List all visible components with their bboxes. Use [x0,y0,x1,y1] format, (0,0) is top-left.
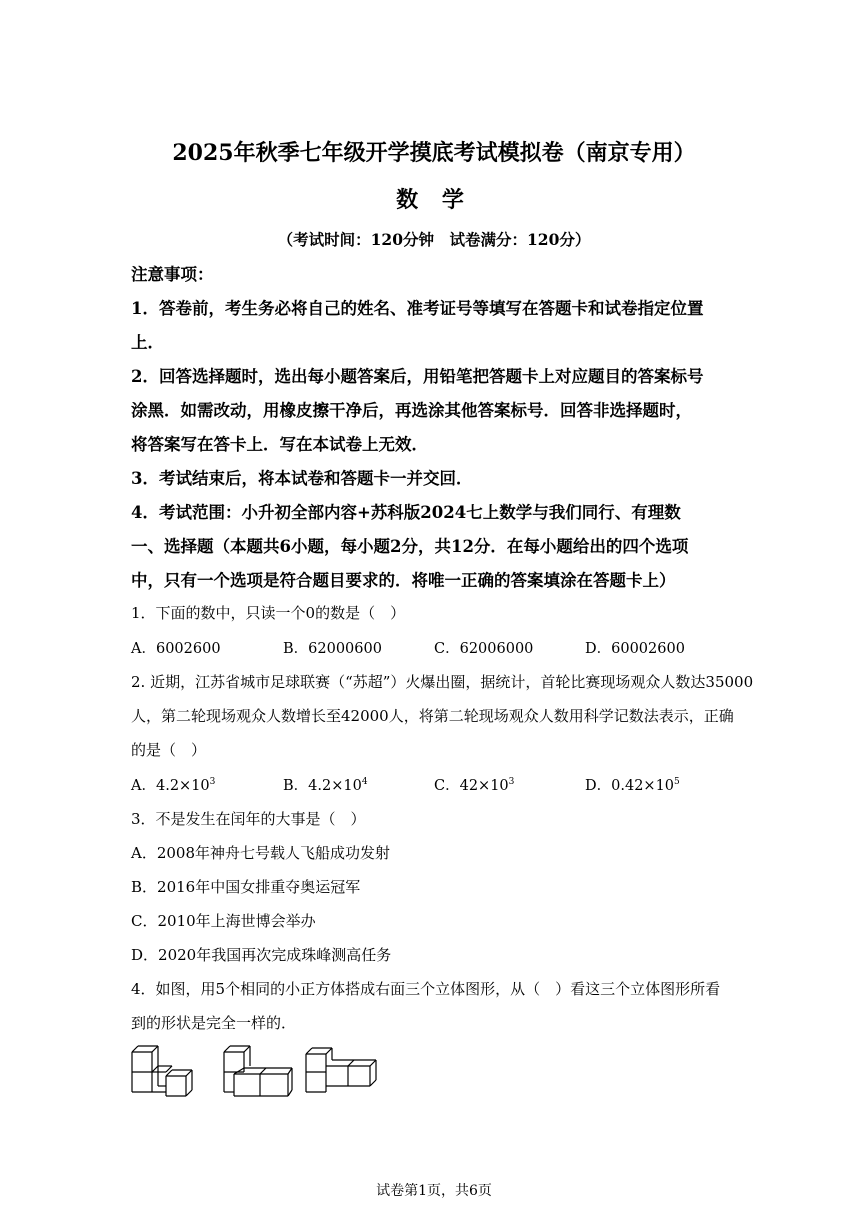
exam-info: （考试时间：120分钟 试卷满分：120分） [277,230,591,249]
cube-figure-2 [220,1040,300,1100]
section-heading-line-2: 中，只有一个选项是符合题目要求的．将唯一正确的答案填涂在答题卡上） [131,571,676,590]
q2-option-d: D．$0.42\times 10^5$ [585,777,680,794]
page-footer: 试卷第1页，共6页 [376,1183,492,1199]
notice-item-2-line-1: 2．回答选择题时，选出每小题答案后，用铅笔把答题卡上对应题目的答案标号 [131,367,704,386]
q1-option-d: D．60002600 [585,641,685,657]
notice-item-2-line-2: 涂黑．如需改动，用橡皮擦干净后，再选涂其他答案标号．回答非选择题时， [131,401,692,420]
subject-title: 数 学 [396,187,472,213]
q3-option-d: D．2020年我国再次完成珠峰测高任务 [131,946,392,964]
q3-option-b: B．2016年中国女排重夺奥运冠军 [131,878,361,896]
q3-option-a: A．2008年神舟七号载人飞船成功发射 [131,844,391,862]
q3-option-c: C．2010年上海世博会举办 [131,912,316,930]
q3-stem: 3．不是发生在闰年的大事是（ ） [131,810,366,828]
q1-option-c: C．62006000 [434,641,534,657]
q2-line-2: 人，第二轮现场观众人数增长至42000人，将第二轮现场观众人数用科学记数法表示，正确 [131,707,734,725]
notice-heading: 注意事项： [131,265,214,284]
notice-item-1-line-1: 1．答卷前，考生务必将自己的姓名、准考证号等填写在答题卡和试卷指定位置 [131,299,704,318]
q1-option-a: A．6002600 [131,641,221,657]
q1-option-b: B．62000600 [283,641,382,657]
notice-item-2-line-3: 将答案写在答卡上．写在本试卷上无效． [131,435,428,454]
q2-option-b: B．$4.2\times 10^4$ [283,777,368,794]
notice-item-3: 3．考试结束后，将本试卷和答题卡一并交回． [131,469,473,488]
notice-item-1-line-2: 上． [131,333,164,352]
q2-line-3: 的是（ ） [131,741,207,759]
cube-figure-3 [302,1040,382,1100]
q2-line-1: 2. 近期，江苏省城市足球联赛（“苏超”）火爆出圈，据统计，首轮比赛现场观众人数达35000 [131,673,754,691]
q4-line-2: 到的形状是完全一样的． [131,1014,297,1032]
q4-line-1: 4．如图，用5个相同的小正方体搭成右面三个立体图形，从（ ）看这三个立体图形所看 [131,980,721,998]
notice-item-4: 4．考试范围：小升初全部内容+苏科版2024七上数学与我们同行、有理数 [131,503,681,522]
section-heading-line-1: 一、选择题（本题共6小题，每小题2分，共12分．在每小题给出的四个选项 [131,537,689,556]
q2-option-c: C．$42\times 10^3$ [434,777,515,794]
q2-option-a: A．$4.2\times 10^3$ [131,777,216,794]
exam-title: 2025年秋季七年级开学摸底考试模拟卷（南京专用） [172,140,696,166]
q1-stem: 1．下面的数中，只读一个0的数是（ ） [131,604,406,622]
cube-figure-1 [128,1040,208,1100]
